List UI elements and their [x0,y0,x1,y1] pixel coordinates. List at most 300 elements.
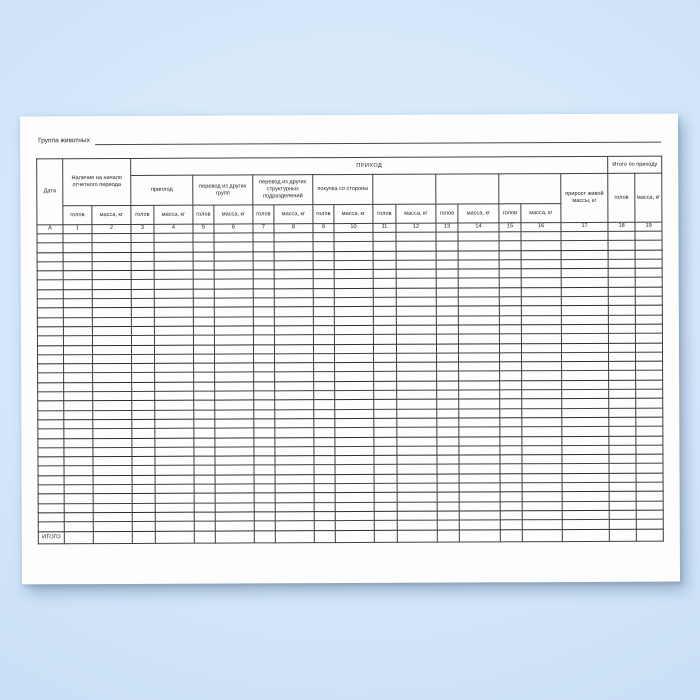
empty-cell [275,465,314,474]
empty-cell [215,447,254,456]
empty-cell [500,436,522,445]
empty-cell [194,447,215,456]
empty-cell [373,335,396,344]
empty-cell [561,306,608,316]
empty-cell [215,372,254,381]
empty-cell [63,271,92,280]
empty-cell [436,260,458,269]
empty-cell [635,296,662,305]
empty-cell [37,280,63,289]
empty-cell [38,513,64,522]
empty-cell [314,353,335,362]
empty-cell [374,465,397,474]
empty-cell [636,324,663,333]
column-number: 10 [334,223,373,232]
empty-cell [561,324,608,334]
subheader-mass: масса, кг [214,205,253,224]
empty-cell [561,250,608,260]
empty-cell [636,343,663,352]
column-number: 5 [193,224,214,233]
empty-cell [154,280,193,289]
totals-row-label: ИТОГО [38,531,64,543]
empty-cell [314,521,335,530]
empty-cell [608,268,635,277]
empty-cell [64,466,93,475]
empty-cell [194,521,215,530]
empty-cell [334,260,373,269]
empty-cell [215,484,254,493]
empty-cell [562,454,609,464]
empty-cell [314,493,335,502]
empty-cell [63,243,92,252]
empty-cell [334,279,373,288]
empty-cell [437,474,459,483]
empty-cell [374,418,397,427]
empty-cell [274,344,313,353]
totals-empty-cell [314,530,335,542]
subheader-mass: масса, кг [154,205,193,224]
empty-cell [132,354,155,363]
empty-cell [253,326,274,335]
empty-cell [92,326,131,335]
empty-cell [459,390,500,399]
empty-cell [37,336,63,345]
empty-cell [314,511,335,520]
empty-cell [131,308,154,317]
empty-cell [64,485,93,494]
empty-cell [313,279,334,288]
empty-cell [194,512,215,521]
column-number: 18 [608,222,635,231]
empty-cell [373,307,396,316]
empty-cell [562,501,609,511]
empty-cell [314,363,335,372]
empty-cell [459,474,500,483]
empty-cell [253,317,274,326]
empty-cell [37,243,63,252]
empty-cell [635,250,662,259]
empty-cell [562,482,609,492]
group-header-transfer-groups: перевод из других групп [193,175,253,205]
empty-cell [522,418,562,427]
empty-cell [253,335,274,344]
empty-cell [313,307,334,316]
empty-cell [93,438,132,447]
empty-cell [373,251,396,260]
totals-empty-cell [459,529,500,541]
empty-cell [93,429,132,438]
empty-cell [93,391,132,400]
form-title-row [38,132,661,146]
empty-cell [253,279,274,288]
empty-cell [131,271,154,280]
empty-cell [132,438,155,447]
totals-empty-cell [522,529,562,541]
empty-cell [334,288,373,297]
empty-cell [155,410,194,419]
empty-cell [335,390,374,399]
empty-cell [275,521,314,530]
empty-cell [93,503,132,512]
column-number: 3 [131,224,154,233]
empty-cell [374,511,397,520]
empty-cell [499,250,521,259]
empty-cell [500,427,522,436]
totals-empty-cell [93,531,132,543]
empty-cell [334,344,373,353]
empty-cell [63,308,92,317]
empty-cell [609,408,636,417]
empty-cell [459,408,500,417]
group-header-purchase: покупка со стороны [313,174,373,204]
empty-cell [373,325,396,334]
empty-cell [522,408,562,417]
empty-cell [437,427,459,436]
empty-cell [254,521,275,530]
empty-cell [274,251,313,260]
empty-cell [155,401,194,410]
empty-cell [314,437,335,446]
group-header-blank-1 [373,174,436,204]
group-header-offspring: приплод [131,175,193,205]
empty-cell [521,232,561,241]
totals-empty-cell [335,530,374,542]
empty-cell [215,382,254,391]
empty-cell [521,269,561,278]
empty-cell [254,354,275,363]
empty-cell [636,380,663,389]
empty-cell [374,400,397,409]
empty-cell [274,279,313,288]
empty-cell [397,390,437,399]
empty-cell [522,455,562,464]
empty-cell [275,419,314,428]
empty-cell [437,362,459,371]
empty-cell [608,231,635,240]
empty-cell [132,364,155,373]
empty-cell [314,419,335,428]
empty-cell [562,389,609,399]
empty-cell [561,334,608,344]
empty-cell [194,373,215,382]
empty-cell [154,298,193,307]
empty-cell [636,482,663,491]
empty-cell [458,334,499,343]
empty-cell [214,335,253,344]
empty-cell [63,299,92,308]
empty-cell [635,240,662,249]
empty-cell [335,502,374,511]
empty-cell [522,390,562,399]
empty-cell [193,280,214,289]
empty-cell [64,410,93,419]
subheader-heads: голов [499,204,521,223]
empty-cell [459,381,500,390]
empty-cell [155,447,194,456]
empty-cell [274,298,313,307]
empty-cell [397,409,437,418]
empty-cell [275,372,314,381]
empty-cell [373,288,396,297]
empty-cell [64,447,93,456]
empty-cell [561,315,608,325]
empty-cell [131,261,154,270]
empty-cell [92,317,131,326]
column-number: 2 [92,224,131,233]
empty-cell [522,510,562,519]
empty-cell [636,510,663,519]
empty-cell [636,417,663,426]
empty-cell [374,520,397,529]
empty-cell [562,473,609,483]
empty-cell [458,250,499,259]
empty-cell [522,483,562,492]
empty-cell [64,401,93,410]
empty-cell [154,270,193,279]
empty-cell [314,409,335,418]
group-header-blank-2 [436,174,499,204]
empty-cell [459,492,500,501]
empty-cell [38,466,64,475]
empty-cell [562,417,609,427]
empty-cell [193,233,214,242]
empty-cell [313,233,334,242]
empty-cell [334,242,373,251]
empty-cell [37,290,63,299]
empty-cell [562,464,609,474]
empty-cell [254,456,275,465]
empty-cell [499,288,521,297]
empty-cell [38,401,64,410]
empty-cell [314,484,335,493]
group-header-blank-3 [499,174,561,204]
empty-cell [499,232,521,241]
subheader-heads: голов [63,206,92,225]
empty-cell [436,306,458,315]
livestock-movement-table [36,156,664,544]
empty-cell [334,297,373,306]
empty-cell [521,315,561,324]
empty-cell [253,270,274,279]
empty-cell [436,316,458,325]
income-total-band-header: Итого по приходу [608,156,662,173]
empty-cell [374,455,397,464]
empty-cell [132,401,155,410]
empty-cell [609,371,636,380]
empty-cell [521,287,561,296]
empty-cell [636,426,663,435]
empty-cell [499,325,521,334]
empty-cell [335,409,374,418]
empty-cell [253,298,274,307]
subheader-heads: голов [313,205,334,224]
empty-cell [374,381,397,390]
empty-cell [396,260,436,269]
empty-cell [132,429,155,438]
empty-cell [335,465,374,474]
totals-empty-cell [254,530,275,542]
empty-cell [313,260,334,269]
column-number: 4 [154,224,193,233]
empty-cell [335,521,374,530]
empty-cell [64,494,93,503]
empty-cell [561,231,608,241]
empty-cell [608,278,635,287]
empty-cell [154,308,193,317]
empty-cell [608,250,635,259]
empty-cell [373,344,396,353]
empty-cell [396,269,436,278]
empty-cell [397,381,437,390]
empty-cell [561,296,608,306]
empty-cell [334,316,373,325]
gain-column-header: прирост живой массы, кг [561,173,608,222]
empty-cell [335,437,374,446]
empty-cell [522,520,562,529]
empty-cell [38,355,64,364]
empty-cell [609,492,636,501]
empty-cell [37,234,63,243]
animal-group-label: Группа животных [38,137,90,145]
empty-cell [609,361,636,370]
empty-cell [64,513,93,522]
totals-empty-cell [194,531,215,543]
empty-cell [132,484,155,493]
empty-cell [314,474,335,483]
empty-cell [499,278,521,287]
empty-cell [499,306,521,315]
empty-cell [63,289,92,298]
empty-cell [609,426,636,435]
empty-cell [500,446,522,455]
empty-cell [92,252,131,261]
empty-cell [437,409,459,418]
empty-cell [274,288,313,297]
empty-cell [522,436,562,445]
empty-cell [636,501,663,510]
empty-cell [215,419,254,428]
empty-cell [335,456,374,465]
empty-cell [374,437,397,446]
empty-cell [635,231,662,240]
empty-cell [37,262,63,271]
empty-cell [214,326,253,335]
empty-cell [131,336,154,345]
empty-cell [253,344,274,353]
empty-cell [214,233,253,242]
empty-cell [335,428,374,437]
column-number: 17 [561,222,608,231]
empty-cell [562,371,609,381]
empty-cell [194,354,215,363]
empty-cell [63,345,92,354]
empty-cell [437,492,459,501]
empty-cell [436,334,458,343]
empty-cell [522,371,562,380]
empty-cell [562,427,609,437]
total-mass-header: масса, кг [635,173,662,222]
empty-cell [254,437,275,446]
empty-cell [499,297,521,306]
empty-cell [215,475,254,484]
empty-cell [636,473,663,482]
empty-cell [253,289,274,298]
empty-cell [562,510,609,520]
empty-cell [334,335,373,344]
empty-cell [254,419,275,428]
empty-cell [459,483,500,492]
empty-cell [38,438,64,447]
empty-cell [459,418,500,427]
empty-cell [373,269,396,278]
empty-cell [437,371,459,380]
empty-cell [155,466,194,475]
empty-cell [275,493,314,502]
empty-cell [500,492,522,501]
empty-cell [436,269,458,278]
empty-cell [93,354,132,363]
empty-cell [521,343,561,352]
empty-cell [562,408,609,418]
empty-cell [38,420,64,429]
empty-cell [253,261,274,270]
empty-cell [521,334,561,343]
empty-cell [459,464,500,473]
empty-cell [609,324,636,333]
empty-cell [38,382,64,391]
empty-cell [193,252,214,261]
income-band-header: ПРИХОД [131,156,608,175]
empty-cell [275,437,314,446]
empty-cell [374,483,397,492]
empty-cell [37,271,63,280]
empty-cell [131,280,154,289]
empty-cell [37,317,63,326]
form-page [20,114,680,585]
empty-cell [397,511,437,520]
column-number: 1 [63,225,92,234]
empty-cell [609,399,636,408]
empty-cell [335,400,374,409]
empty-cell [214,242,253,251]
empty-cell [500,381,522,390]
empty-cell [194,503,215,512]
empty-cell [154,326,193,335]
empty-cell [521,259,561,268]
empty-cell [132,419,155,428]
opening-balance-header: Наличие на начало отчетного периода [63,158,131,205]
empty-cell [459,511,500,520]
empty-cell [194,475,215,484]
empty-cell [314,428,335,437]
empty-cell [522,427,562,436]
empty-cell [155,354,194,363]
empty-cell [397,483,437,492]
empty-cell [437,455,459,464]
empty-cell [437,353,459,362]
empty-cell [396,306,436,315]
empty-cell [436,251,458,260]
empty-cell [193,345,214,354]
empty-cell [562,520,609,530]
empty-cell [609,445,636,454]
empty-cell [214,270,253,279]
empty-cell [373,260,396,269]
empty-cell [154,233,193,242]
empty-cell [500,483,522,492]
empty-cell [374,428,397,437]
empty-cell [38,373,64,382]
